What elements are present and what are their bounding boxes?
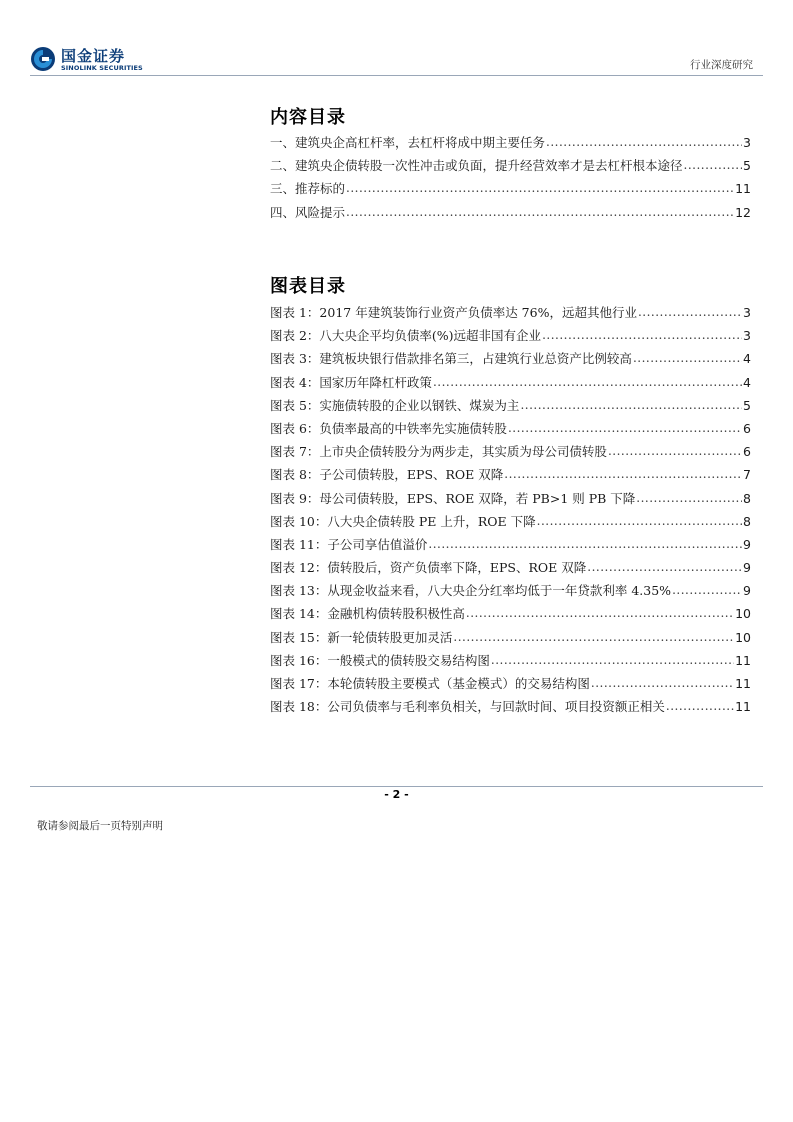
company-logo — [30, 44, 145, 74]
report-type-label: 行业深度研究 — [690, 59, 753, 71]
figure-entry[interactable] — [270, 535, 751, 558]
figures-title: 图表目录 — [270, 276, 346, 297]
figure-entry[interactable] — [270, 326, 751, 349]
contents-entry-page: 5 — [743, 158, 751, 174]
dot-leader — [587, 560, 742, 574]
figure-entry-page: 9 — [743, 583, 751, 599]
figure-entry-title: 图表 12：债转股后，资产负债率下降，EPS、ROE 双降 — [270, 560, 587, 576]
dot-leader — [638, 305, 742, 319]
dot-leader — [453, 630, 734, 644]
dot-leader — [428, 537, 742, 551]
figure-entry[interactable] — [270, 373, 751, 396]
figure-entry-page: 11 — [735, 652, 751, 668]
figure-entry-page: 6 — [743, 444, 751, 460]
dot-leader — [546, 135, 742, 149]
header-divider — [30, 75, 763, 76]
figure-entry-title: 图表 18：公司负债率与毛利率负相关，与回款时间、项目投资额正相关 — [270, 699, 665, 715]
dot-leader — [608, 444, 742, 458]
dot-leader — [520, 398, 742, 412]
dot-leader — [666, 699, 734, 713]
figure-entry[interactable] — [270, 419, 751, 442]
figure-entry-page: 10 — [735, 606, 751, 622]
figure-entry-title: 图表 8：子公司债转股，EPS、ROE 双降 — [270, 467, 504, 483]
figure-entry-page: 6 — [743, 420, 751, 436]
contents-entry-title: 三、推荐标的 — [270, 181, 346, 197]
contents-entry[interactable] — [270, 179, 751, 202]
figure-entry-page: 7 — [743, 467, 751, 483]
page-header — [0, 0, 793, 80]
figure-entry-title: 图表 17：本轮债转股主要模式（基金模式）的交易结构图 — [270, 676, 590, 691]
logo-chinese-name: 国金证券 — [61, 47, 126, 65]
figure-entry[interactable] — [270, 581, 751, 604]
figure-entry-title: 图表 9：母公司债转股，EPS、ROE 双降，若 PB>1 则 PB 下降 — [270, 490, 636, 506]
figure-entry-title: 图表 10：八大央企债转股 PE 上升，ROE 下降 — [270, 513, 536, 529]
figure-entry-title: 图表 2：八大央企平均负债率(%)远超非国有企业 — [270, 328, 542, 344]
contents-entry-page: 11 — [735, 181, 751, 197]
contents-entry[interactable] — [270, 203, 751, 226]
contents-entry[interactable] — [270, 133, 751, 156]
logo-english-name: SINOLINK SECURITIES — [61, 64, 143, 72]
figures-list — [270, 303, 751, 720]
figure-entry-title: 图表 13：从现金收益来看，八大央企分红率均低于一年贷款利率 4.35% — [270, 583, 672, 599]
dot-leader — [466, 606, 734, 620]
figure-entry[interactable] — [270, 489, 751, 512]
figure-entry-page: 9 — [743, 560, 751, 576]
dot-leader — [636, 491, 742, 505]
page-number: - 2 - — [384, 788, 409, 801]
figure-entry-page: 5 — [743, 397, 751, 413]
figure-entry[interactable] — [270, 396, 751, 419]
figure-entry-title: 图表 3：建筑板块银行借款排名第三，占建筑行业总资产比例较高 — [270, 351, 632, 367]
figure-entry-page: 8 — [743, 513, 751, 529]
figure-entry-title: 图表 16：一般模式的债转股交易结构图 — [270, 652, 490, 668]
dot-leader — [672, 583, 742, 597]
contents-entry-title: 一、建筑央企高杠杆率，去杠杆将成中期主要任务 — [270, 135, 546, 150]
contents-entry-title: 二、建筑央企债转股一次性冲击或负面，提升经营效率才是去杠杆根本途径 — [270, 158, 683, 174]
dot-leader — [508, 421, 742, 435]
contents-entry-page: 3 — [743, 135, 751, 150]
figure-entry-page: 10 — [735, 629, 751, 645]
contents-entry[interactable] — [270, 156, 751, 179]
figure-entry[interactable] — [270, 349, 751, 372]
dot-leader — [684, 158, 743, 172]
figure-entry-title: 图表 4：国家历年降杠杆政策 — [270, 374, 432, 390]
figure-entry-title: 图表 7：上市央企债转股分为两步走，其实质为母公司债转股 — [270, 444, 607, 460]
contents-entry-title: 四、风险提示 — [270, 204, 346, 220]
figure-entry-title: 图表 15：新一轮债转股更加灵活 — [270, 629, 453, 645]
figure-entry[interactable] — [270, 674, 751, 697]
figure-entry-page: 11 — [735, 699, 751, 715]
figure-entry[interactable] — [270, 604, 751, 627]
dot-leader — [591, 676, 734, 690]
dot-leader — [504, 467, 742, 481]
figure-entry-title: 图表 5：实施债转股的企业以钢铁、煤炭为主 — [270, 397, 520, 413]
dot-leader — [633, 351, 742, 365]
figure-entry-title: 图表 6：负债率最高的中铁率先实施债转股 — [270, 420, 507, 436]
figure-entry[interactable] — [270, 651, 751, 674]
figure-entry-page: 11 — [735, 676, 751, 691]
figure-entry[interactable] — [270, 512, 751, 535]
dot-leader — [346, 205, 734, 219]
figure-entry[interactable] — [270, 303, 751, 326]
figure-entry-page: 4 — [743, 374, 751, 390]
contents-title: 内容目录 — [270, 107, 346, 128]
figure-entry-page: 3 — [743, 305, 751, 320]
dot-leader — [346, 181, 734, 195]
footer-divider — [30, 786, 763, 787]
figure-entry-title: 图表 1：2017 年建筑装饰行业资产负债率达 76%，远超其他行业 — [270, 305, 637, 320]
figure-entry[interactable] — [270, 558, 751, 581]
figure-entry[interactable] — [270, 697, 751, 720]
contents-entry-page: 12 — [735, 204, 751, 220]
sinolink-logo-icon — [30, 46, 56, 72]
figure-entry-page: 3 — [743, 328, 751, 344]
figure-entry-page: 9 — [743, 536, 751, 552]
dot-leader — [433, 375, 742, 389]
figure-entry-page: 4 — [743, 351, 751, 367]
dot-leader — [491, 653, 734, 667]
contents-list — [270, 133, 751, 226]
figure-entry-title: 图表 14：金融机构债转股积极性高 — [270, 606, 465, 622]
footer-disclaimer: 敬请参阅最后一页特别声明 — [37, 820, 163, 832]
figure-entry-page: 8 — [743, 490, 751, 506]
figure-entry[interactable] — [270, 442, 751, 465]
figure-entry[interactable] — [270, 465, 751, 488]
figure-entry-title: 图表 11：子公司享估值溢价 — [270, 536, 428, 552]
figure-entry[interactable] — [270, 628, 751, 651]
dot-leader — [542, 328, 742, 342]
dot-leader — [537, 514, 742, 528]
